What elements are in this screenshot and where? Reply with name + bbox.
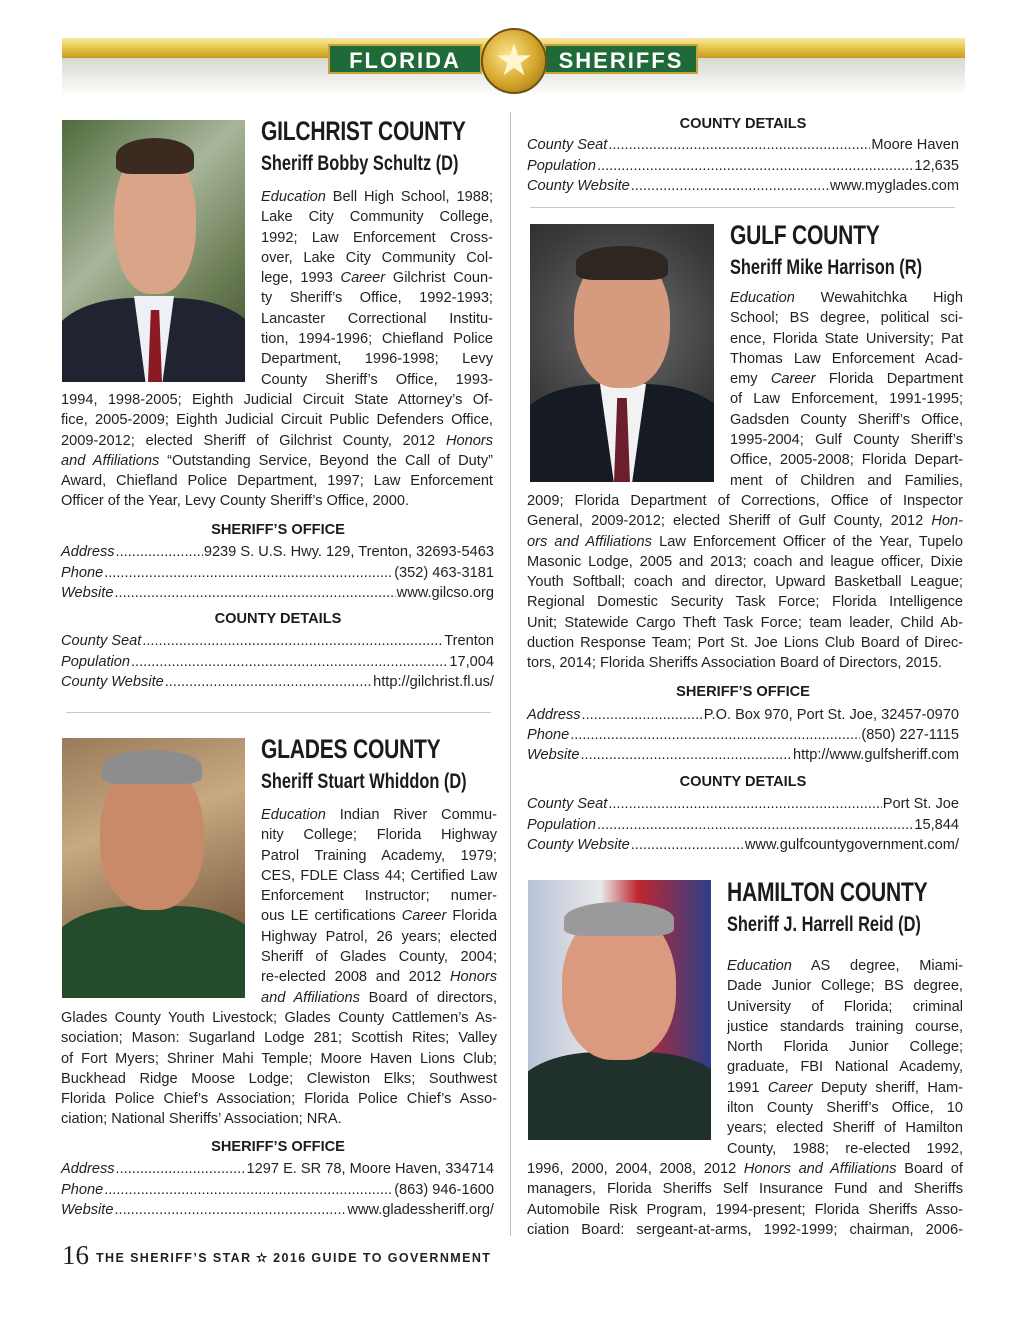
bio-line bbox=[527, 1159, 963, 1179]
header-banner bbox=[62, 34, 965, 96]
bio-text: Patrol Training Academy, 1979; bbox=[261, 847, 497, 864]
population-label: Population bbox=[527, 158, 596, 174]
bio-line bbox=[61, 1089, 497, 1109]
gilchrist-office-heading: SHERIFF’S OFFICE bbox=[211, 522, 345, 538]
hamilton-county-title: HAMILTON COUNTY bbox=[727, 877, 928, 907]
bio-line bbox=[261, 349, 493, 369]
bio-line bbox=[261, 329, 493, 349]
bio-text: Board of bbox=[896, 1160, 963, 1177]
bio-text: of Fort Myers; Shriner Mahi Temple; Moore Haven Lions Club; bbox=[61, 1050, 497, 1067]
glades-county-title: GLADES COUNTY bbox=[261, 734, 441, 764]
bio-line bbox=[261, 967, 497, 987]
gilchrist-seat-row bbox=[61, 631, 494, 651]
gulf-county-title: GULF COUNTY bbox=[730, 220, 880, 250]
gilchrist-bio bbox=[61, 187, 493, 512]
bio-text: graduate, FBI National Academy, bbox=[727, 1059, 963, 1076]
bio-line bbox=[527, 511, 963, 531]
bio-line bbox=[61, 410, 493, 430]
glades-sheriff-name: Sheriff Stuart Whiddon (D) bbox=[261, 770, 467, 793]
bio-text: nity College; Florida Highway bbox=[261, 827, 497, 844]
bio-line bbox=[261, 886, 497, 906]
bio-text: Unit; Statewide Cargo Theft Task Force; team leader, Child Ab- bbox=[527, 614, 963, 631]
bio-text: ous LE certifications bbox=[261, 908, 402, 925]
bio-text: Deputy sheriff, Ham- bbox=[812, 1079, 963, 1096]
bio-italic-label: Honors bbox=[449, 969, 497, 986]
phone-value: (863) 946-1600 bbox=[394, 1182, 494, 1198]
bio-line bbox=[727, 976, 963, 996]
bio-line bbox=[261, 309, 493, 329]
bio-text: Indian River Commu- bbox=[325, 807, 497, 823]
bio-line bbox=[730, 349, 963, 369]
glades-office-heading: SHERIFF’S OFFICE bbox=[211, 1139, 345, 1155]
bio-line bbox=[730, 389, 963, 409]
bio-line bbox=[527, 592, 963, 612]
footer-publication: THE SHERIFF’S STAR ✫ 2016 GUIDE TO GOVERNMENT bbox=[96, 1251, 492, 1265]
county-seat-value: Trenton bbox=[444, 633, 494, 649]
bio-line bbox=[730, 410, 963, 430]
bio-text: duction Response Team; Port St. Joe Lions Club Board of Direc- bbox=[527, 635, 963, 652]
section-divider bbox=[66, 712, 491, 713]
gulf-bio bbox=[527, 288, 963, 674]
bio-line bbox=[730, 308, 963, 328]
county-website-link[interactable]: http://gilchrist.fl.us/ bbox=[373, 674, 494, 690]
bio-text: emy bbox=[730, 371, 771, 388]
bio-italic-label: Career bbox=[401, 908, 447, 925]
bio-line bbox=[727, 1037, 963, 1057]
glades-population-row bbox=[527, 156, 959, 176]
address-value: P.O. Box 970, Port St. Joe, 32457-0970 bbox=[703, 707, 959, 723]
website-label: Website bbox=[61, 585, 114, 601]
bio-text: over, Lake City Community Col- bbox=[261, 249, 493, 266]
gulf-office-heading: SHERIFF’S OFFICE bbox=[676, 684, 810, 700]
bio-italic-label: Education bbox=[261, 807, 326, 823]
bio-line bbox=[527, 1200, 963, 1220]
bio-text: tion, 1994-1996; Chiefland Police bbox=[261, 331, 493, 348]
bio-text: 2009; Florida Department of Corrections, Office of Inspector bbox=[527, 492, 963, 509]
glades-website-row bbox=[61, 1200, 494, 1220]
bio-line bbox=[61, 1109, 497, 1129]
bio-text: General, 2009-2012; elected Sheriff of Gulf County, 2012 bbox=[527, 513, 932, 530]
bio-text: Office, 2005-2008; Florida Depart- bbox=[730, 452, 963, 469]
bio-text: Bell High School, 1988; bbox=[325, 189, 493, 205]
bio-line bbox=[730, 288, 963, 308]
glades-address-row bbox=[61, 1159, 494, 1179]
gilchrist-sheriff-name: Sheriff Bobby Schultz (D) bbox=[261, 152, 459, 175]
bio-line bbox=[527, 572, 963, 592]
bio-text: of Law Enforcement, 1991-1995; bbox=[730, 391, 963, 408]
county-website-link[interactable]: www.myglades.com bbox=[830, 178, 959, 194]
bio-line bbox=[261, 846, 497, 866]
bio-text: Gilchrist Coun- bbox=[385, 270, 493, 287]
bio-text: tors, 2014; Florida Sheriffs Association Board of Directors, 2015. bbox=[527, 655, 943, 672]
page-number: 16 bbox=[62, 1240, 89, 1270]
bio-line bbox=[527, 1220, 963, 1240]
bio-text: “Outstanding Service, Beyond the Call of Duty” bbox=[159, 452, 493, 469]
website-link[interactable]: http://www.gulfsheriff.com bbox=[792, 747, 959, 763]
bio-text: School; BS degree, political sci- bbox=[730, 310, 963, 327]
bio-line bbox=[730, 430, 963, 450]
county-seat-value: Moore Haven bbox=[871, 137, 959, 153]
website-label: Website bbox=[61, 1202, 114, 1218]
hamilton-sheriff-name: Sheriff J. Harrell Reid (D) bbox=[727, 913, 921, 936]
bio-line bbox=[261, 825, 497, 845]
address-label: Address bbox=[61, 1161, 115, 1177]
bio-text: Dade Junior College; BS degree, bbox=[727, 978, 963, 995]
bio-text: lege, 1993 bbox=[261, 270, 341, 287]
bio-line bbox=[727, 1057, 963, 1077]
population-value: 12,635 bbox=[914, 158, 959, 174]
glades-county-website-row bbox=[527, 176, 959, 196]
bio-line bbox=[527, 613, 963, 633]
bio-line bbox=[61, 390, 493, 410]
bio-text: 1996, 2000, 2004, 2008, 2012 bbox=[527, 1160, 744, 1177]
bio-italic-label: Education bbox=[727, 958, 792, 974]
bio-line bbox=[527, 532, 963, 552]
bio-text: Lake City Community College, bbox=[261, 209, 493, 226]
bio-text: Sheriff of Glades County, 2004; bbox=[261, 949, 497, 966]
glades-seat-row bbox=[527, 135, 959, 155]
bio-line bbox=[261, 207, 493, 227]
glades-phone-row bbox=[61, 1180, 494, 1200]
bio-italic-label: Career bbox=[770, 371, 816, 388]
bio-text: North Florida Junior College; bbox=[727, 1039, 963, 1056]
bio-line bbox=[261, 906, 497, 926]
bio-text: Law Enforcement Officer of the Year, Tupelo bbox=[651, 533, 963, 550]
bio-text: Youth Softball; coach and director, Upward Basketball League; bbox=[527, 574, 963, 591]
bio-text: Florida Police Chief’s Association; Florida Police Chief’s Asso- bbox=[61, 1091, 497, 1108]
bio-line bbox=[727, 956, 963, 976]
bio-line bbox=[61, 431, 493, 451]
bio-text: Glades County Youth Livestock; Glades County Cattlemen’s As- bbox=[61, 1009, 497, 1026]
phone-label: Phone bbox=[61, 565, 104, 581]
bio-line bbox=[261, 288, 493, 308]
bio-text: ence, Florida State University; Pat bbox=[730, 330, 963, 347]
address-label: Address bbox=[61, 544, 115, 560]
bio-text: Automobile Risk Program, 1994-present; Florida Sheriffs Asso- bbox=[527, 1201, 963, 1218]
bio-line bbox=[61, 1049, 497, 1069]
hamilton-bio bbox=[527, 956, 963, 1240]
bio-line bbox=[727, 1118, 963, 1138]
gilchrist-population-row bbox=[61, 652, 494, 672]
bio-text: 1994, 1998-2005; Eighth Judicial Circuit State Attorney’s Of- bbox=[61, 391, 493, 408]
bio-text: 1992; Law Enforcement Cross- bbox=[261, 229, 493, 246]
bio-text: Award, Chiefland Police Department, 1997; Law Enforcement bbox=[61, 473, 493, 490]
bio-text: Florida Department bbox=[815, 371, 963, 388]
bio-italic-label: and Affiliations bbox=[61, 452, 160, 469]
bio-text: ment of Children and Families, bbox=[730, 472, 963, 489]
phone-value: (352) 463-3181 bbox=[394, 565, 494, 581]
phone-label: Phone bbox=[527, 727, 570, 743]
website-link[interactable]: www.gladessheriff.org/ bbox=[347, 1202, 494, 1218]
bio-line bbox=[727, 1078, 963, 1098]
gulf-details-heading: COUNTY DETAILS bbox=[679, 774, 807, 790]
gilchrist-details-heading: COUNTY DETAILS bbox=[214, 611, 342, 627]
gulf-website-row bbox=[527, 745, 959, 765]
bio-line bbox=[527, 1179, 963, 1199]
bio-line bbox=[261, 947, 497, 967]
glades-details-heading: COUNTY DETAILS bbox=[679, 116, 807, 132]
bio-line bbox=[527, 552, 963, 572]
gilchrist-county-title: GILCHRIST COUNTY bbox=[261, 116, 466, 146]
bio-italic-label: ors and Affiliations bbox=[527, 533, 652, 550]
county-website-label: County Website bbox=[527, 178, 630, 194]
bio-text: Florida bbox=[446, 908, 497, 925]
bio-text: Lancaster Correctional Institu- bbox=[261, 310, 493, 327]
gulf-phone-row bbox=[527, 725, 959, 745]
bio-line bbox=[61, 471, 493, 491]
bio-line bbox=[527, 491, 963, 511]
population-value: 15,844 bbox=[914, 817, 959, 833]
county-seat-label: County Seat bbox=[61, 633, 142, 649]
website-label: Website bbox=[527, 747, 580, 763]
bio-line bbox=[730, 329, 963, 349]
bio-italic-label: Hon- bbox=[931, 513, 963, 530]
bio-line bbox=[61, 451, 493, 471]
bio-text: Buckhead Ridge Moose Lodge; Clewiston Elks; Southwest bbox=[61, 1070, 497, 1087]
section-divider bbox=[530, 207, 955, 208]
bio-text: re-elected 2008 and 2012 bbox=[261, 969, 450, 986]
county-website-label: County Website bbox=[527, 837, 630, 853]
population-value: 17,004 bbox=[449, 654, 494, 670]
bio-line bbox=[527, 653, 963, 673]
bio-text: Enforcement Instructor; numer- bbox=[261, 888, 497, 905]
bio-line bbox=[61, 491, 493, 511]
bio-text: County Sheriff’s Office, 1993- bbox=[261, 371, 493, 388]
bio-italic-label: and Affiliations bbox=[261, 989, 360, 1006]
county-seat-label: County Seat bbox=[527, 137, 608, 153]
bio-italic-label: Education bbox=[730, 290, 795, 306]
bio-text: ciation Board: sergeant-at-arms, 1992-1999; chairman, 2006- bbox=[527, 1221, 963, 1238]
phone-label: Phone bbox=[61, 1182, 104, 1198]
bio-text: years; elected Sheriff of Hamilton bbox=[727, 1120, 963, 1137]
address-value: 9239 S. U.S. Hwy. 129, Trenton, 32693-5463 bbox=[203, 544, 494, 560]
bio-text: Wewahitchka High bbox=[794, 290, 963, 306]
gulf-population-row bbox=[527, 815, 959, 835]
bio-italic-label: Career bbox=[340, 270, 386, 287]
bio-line bbox=[730, 369, 963, 389]
banner-title-left: FLORIDA bbox=[328, 44, 482, 74]
bio-line bbox=[61, 1008, 497, 1028]
bio-text: Department, 1996-1998; Levy bbox=[261, 351, 493, 368]
bio-text: County, 1988; re-elected 1992, bbox=[727, 1140, 963, 1157]
bio-text: ty Sheriff’s Office, 1992-1993; bbox=[261, 290, 493, 307]
bio-line bbox=[261, 866, 497, 886]
bio-text: AS degree, Miami- bbox=[791, 958, 963, 974]
gilchrist-county-website-row bbox=[61, 672, 494, 692]
county-website-link[interactable]: www.gulfcountygovernment.com/ bbox=[744, 837, 959, 853]
bio-line bbox=[61, 1028, 497, 1048]
bio-line bbox=[727, 997, 963, 1017]
bio-text: managers, Florida Sheriffs Self Insurance Fund and Sheriffs bbox=[527, 1181, 963, 1198]
gilchrist-website-row bbox=[61, 583, 494, 603]
bio-text: ilton County Sheriff’s Office, 10 bbox=[727, 1100, 963, 1117]
bio-line bbox=[527, 633, 963, 653]
bio-text: University of Florida; criminal bbox=[727, 998, 963, 1015]
county-website-label: County Website bbox=[61, 674, 164, 690]
bio-line bbox=[261, 988, 497, 1008]
gulf-address-row bbox=[527, 705, 959, 725]
website-link[interactable]: www.gilcso.org bbox=[396, 585, 494, 601]
bio-text: Regional Domestic Security Task Force; Florida Intelligence bbox=[527, 594, 963, 611]
bio-text: 1991 bbox=[727, 1079, 768, 1096]
column-divider bbox=[510, 112, 511, 1236]
bio-text: fice, 2005-2009; Eighth Judicial Circuit Public Defenders Office, bbox=[61, 412, 493, 429]
bio-line bbox=[730, 450, 963, 470]
address-value: 1297 E. SR 78, Moore Haven, 334714 bbox=[246, 1161, 494, 1177]
bio-text: justice standards training course, bbox=[727, 1018, 963, 1035]
bio-line bbox=[730, 471, 963, 491]
bio-line bbox=[727, 1098, 963, 1118]
bio-line bbox=[727, 1139, 963, 1159]
bio-text: Thomas Law Enforcement Acad- bbox=[730, 350, 963, 367]
gulf-county-website-row bbox=[527, 835, 959, 855]
gilchrist-address-row bbox=[61, 542, 494, 562]
bio-line bbox=[261, 228, 493, 248]
bio-line bbox=[261, 927, 497, 947]
bio-line bbox=[261, 370, 493, 390]
bio-line bbox=[727, 1017, 963, 1037]
bio-text: sociation; Mason: Sugarland Lodge 281; Scottish Rites; Valley bbox=[61, 1030, 497, 1047]
bio-text: CES, FDLE Class 44; Certified Law bbox=[261, 867, 497, 884]
phone-value: (850) 227-1115 bbox=[861, 727, 959, 743]
county-seat-value: Port St. Joe bbox=[882, 796, 959, 812]
bio-line bbox=[261, 805, 497, 825]
sheriff-star-badge-icon: ★ bbox=[481, 28, 547, 94]
bio-text: Highway Patrol, 26 years; elected bbox=[261, 928, 497, 945]
banner-title-right: SHERIFFS bbox=[544, 44, 698, 74]
population-label: Population bbox=[527, 817, 596, 833]
bio-text: 1995-2004; Gulf County Sheriff’s bbox=[730, 432, 963, 449]
bio-italic-label: Education bbox=[261, 189, 326, 205]
bio-line bbox=[61, 1069, 497, 1089]
glades-bio bbox=[61, 805, 497, 1130]
bio-text: Masonic Lodge, 2005 and 2013; coach and league officer, Dixie bbox=[527, 553, 963, 570]
gilchrist-phone-row bbox=[61, 563, 494, 583]
county-seat-label: County Seat bbox=[527, 796, 608, 812]
bio-text: Gadsden County Sheriff’s Office, bbox=[730, 411, 963, 428]
bio-text: Board of directors, bbox=[359, 989, 497, 1006]
gulf-sheriff-name: Sheriff Mike Harrison (R) bbox=[730, 256, 923, 279]
bio-line bbox=[261, 268, 493, 288]
bio-italic-label: Honors bbox=[445, 432, 493, 449]
address-label: Address bbox=[527, 707, 581, 723]
bio-text: 2009-2012; elected Sheriff of Gilchrist County, 2012 bbox=[61, 432, 446, 449]
bio-line bbox=[261, 187, 493, 207]
bio-text: Officer of the Year, Levy County Sheriff’s Office, 2000. bbox=[61, 493, 410, 510]
population-label: Population bbox=[61, 654, 130, 670]
bio-line bbox=[261, 248, 493, 268]
bio-italic-label: Honors and Affiliations bbox=[743, 1160, 897, 1177]
bio-italic-label: Career bbox=[767, 1079, 813, 1096]
bio-text: ciation; National Sheriffs’ Association; NRA. bbox=[61, 1111, 342, 1128]
gulf-seat-row bbox=[527, 794, 959, 814]
